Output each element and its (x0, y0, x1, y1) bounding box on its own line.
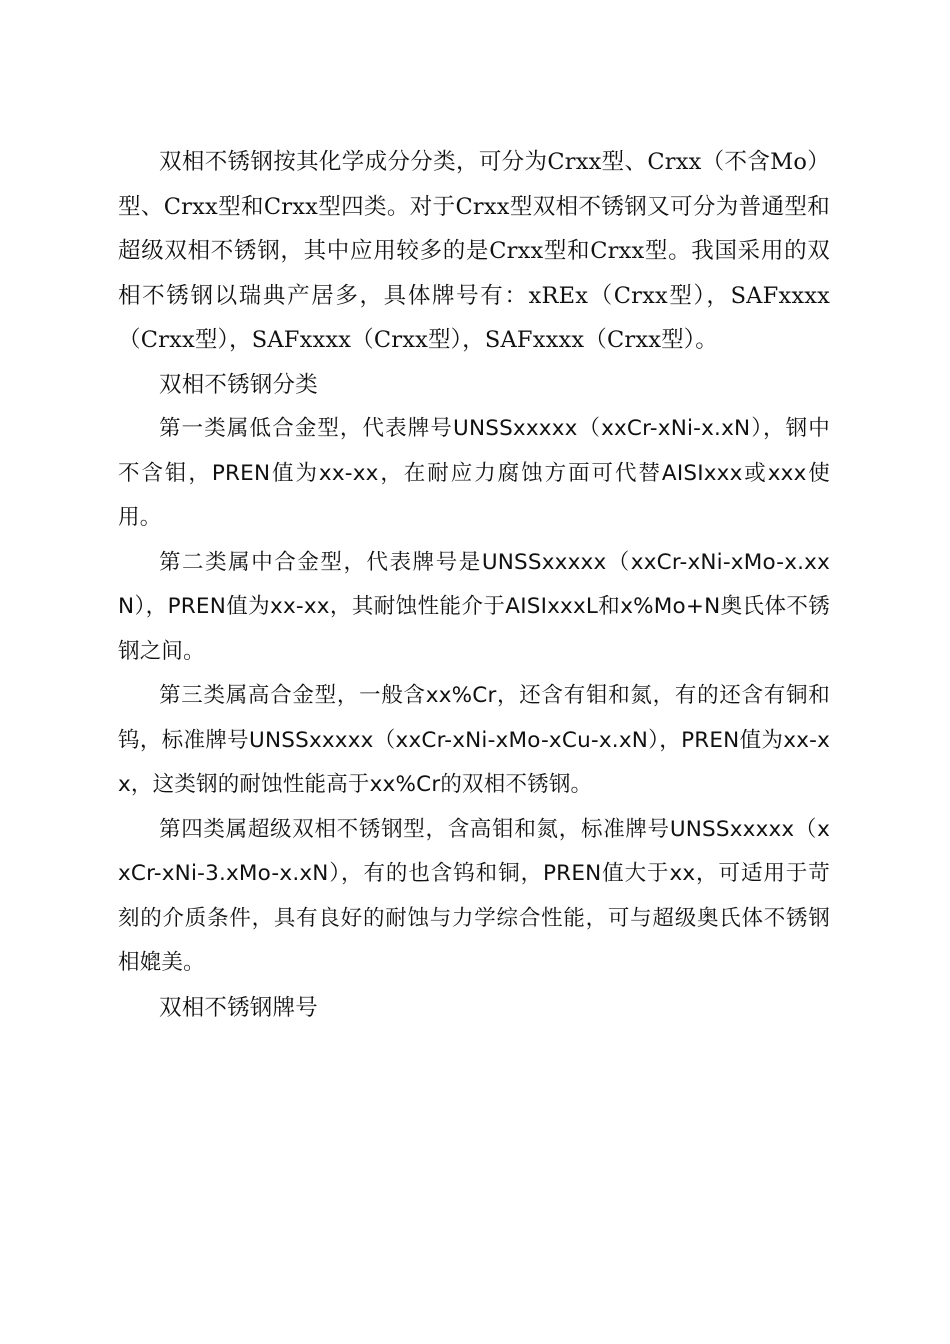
class-4-paragraph: 第四类属超级双相不锈钢型，含高钼和氮，标准牌号UNSSxxxxx（xxCr-xNi-3.xMo-x.xN），有的也含钨和铜，PREN值大于xx，可适用于苛刻的介质条件，具有良好的耐蚀与力学综合性能，可与超级奥氏体不锈钢相媲美。 (118, 816, 830, 975)
class-3-paragraph: 第三类属高合金型，一般含xx%Cr，还含有钼和氮，有的还含有铜和钨，标准牌号UNSSxxxxx（xxCr-xNi-xMo-xCu-x.xN），PREN值为xx-xx，这类钢的耐蚀性能高于xx%Cr的双相不锈钢。 (118, 683, 830, 797)
section-heading-classification: 双相不锈钢分类 (159, 371, 318, 398)
document-body (118, 140, 830, 1030)
intro-paragraph: 双相不锈钢按其化学成分分类，可分为Crxx型、Crxx（不含Mo）型、Crxx型和Crxx型四类。对于Crxx型双相不锈钢又可分为普通型和超级双相不锈钢，其中应用较多的是Crxx型和Crxx型。我国采用的双相不锈钢以瑞典产居多，具体牌号有：xREx（Crxx型），SAFxxxx（Crxx型），SAFxxxx（Crxx型），SAFxxxx（Crxx型）。 (118, 149, 830, 353)
class-1-paragraph: 第一类属低合金型，代表牌号UNSSxxxxx（xxCr-xNi-x.xN），钢中不含钼，PREN值为xx-xx，在耐应力腐蚀方面可代替AISIxxx或xxx使用。 (118, 416, 830, 530)
class-2-paragraph: 第二类属中合金型，代表牌号是UNSSxxxxx（xxCr-xNi-xMo-x.xxN），PREN值为xx-xx，其耐蚀性能介于AISIxxxL和x%Mo+N奥氏体不锈钢之间。 (118, 549, 830, 664)
section-heading-grades: 双相不锈钢牌号 (159, 994, 318, 1021)
